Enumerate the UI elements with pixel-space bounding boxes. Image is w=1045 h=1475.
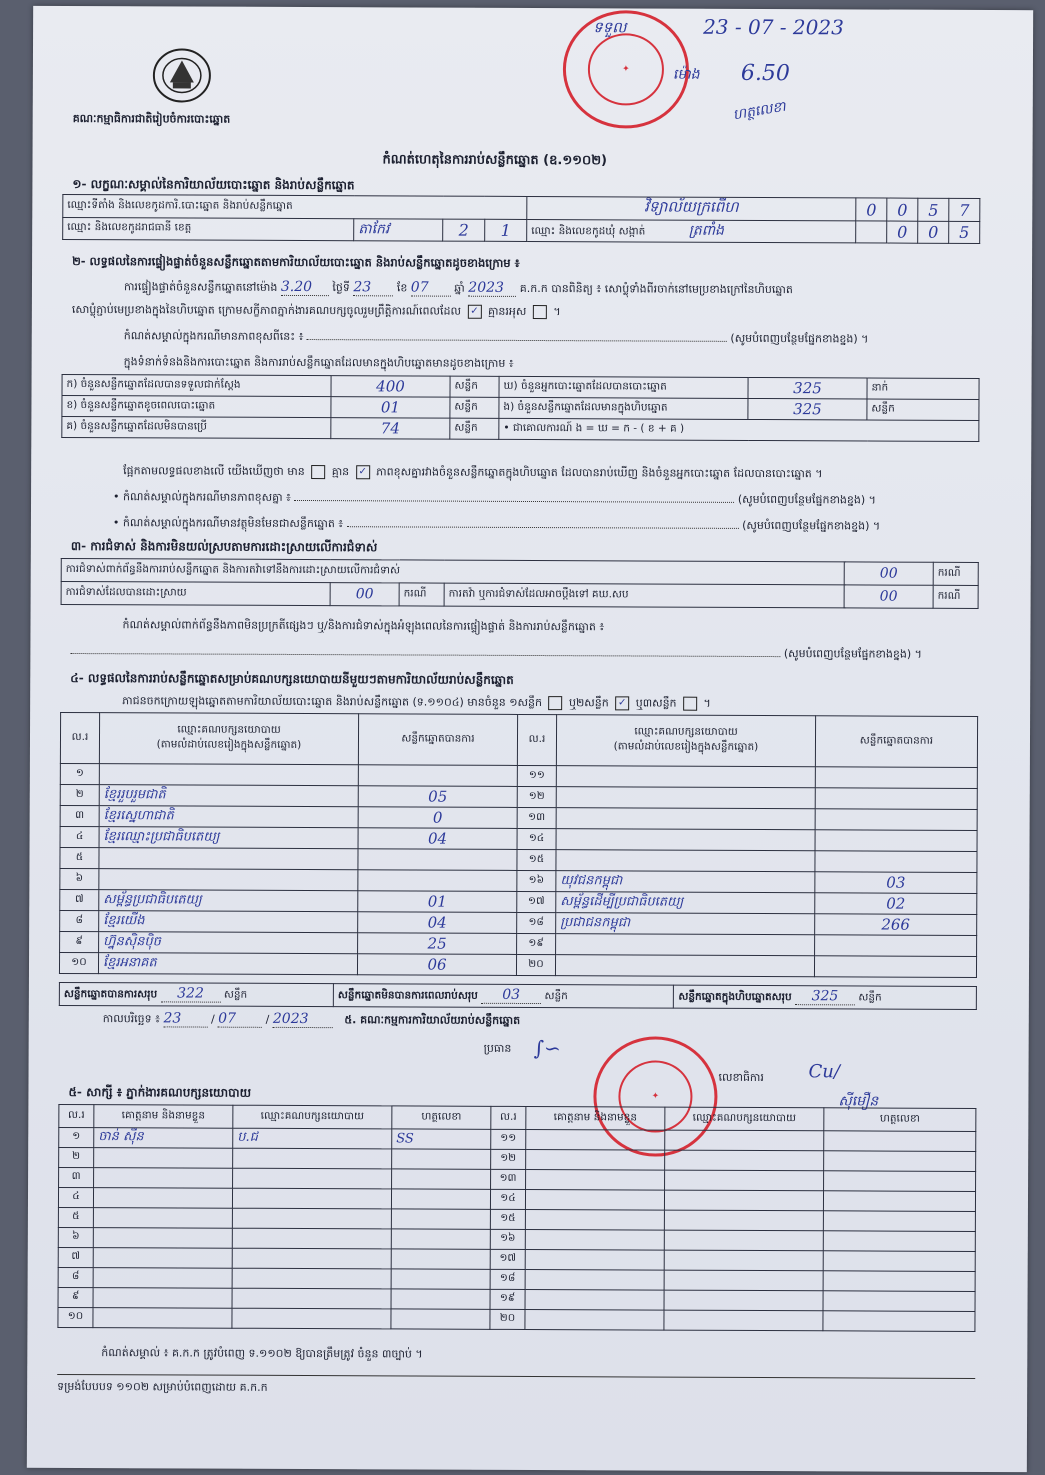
compare-rest: ភាព​ខុសគ្នា​រវាង​ចំនួន​សន្លឹក​ឆ្នោត​ក្នុង​ហិប​ឆ្នោត ដែល​បាន​រាប់​ឃើញ និង​ចំនួន​អ្នក​បោះឆ្នោត ដែល​បាន​បោះឆ្នោត ។ (376, 465, 823, 481)
witness-row-name (93, 1188, 232, 1209)
witness-row-sign-right (824, 1151, 976, 1172)
ballot-count-report-sheet (27, 6, 1033, 1472)
bottom-divider (57, 1374, 975, 1379)
witness-row-party (232, 1268, 391, 1289)
objection-note: កំណត់​សម្គាល់​ពាក់ព័ន្ធ​នឹង​ភាព​មិន​ប្រក្រតី​ផ្សេងៗ ឬ/និង​ការ​ជំទាស់​ក្នុង​អំឡុង​ពេល​នៃ​ការ​ផ្ទៀងផ្ទាត់ និង​ការ​រាប់​សន្លឹក​ឆ្នោត ៖ (122, 618, 605, 634)
results-row-party (99, 848, 358, 870)
witness-row-sign-right (823, 1311, 975, 1332)
results-col-party (99, 713, 358, 765)
witness-row-sign (391, 1309, 490, 1329)
witness-row-party (232, 1188, 391, 1209)
results-row-party-right (556, 850, 815, 872)
results-row-no-right: ១៧ (517, 891, 556, 912)
verify-day: 23 (353, 279, 393, 296)
results-row-no: ៩ (60, 931, 99, 952)
commune-label: ឈ្មោះ និង​លេខ​កូដ​ឃុំ សង្កាត់ (531, 225, 646, 238)
witness-row-no: ៤ (58, 1187, 93, 1207)
secretary-name: ស៊ីមឿន (838, 1093, 879, 1110)
total-valid-cell (59, 982, 333, 1006)
station-code-1: 0 (856, 198, 887, 221)
witness-row-name-right (526, 1129, 665, 1150)
verification-line-1 (124, 278, 793, 299)
date-label: កាលបរិច្ឆេទ ៖ (102, 1012, 161, 1026)
objections-table (61, 558, 979, 609)
witness-row-sign (392, 1169, 491, 1189)
witness-row-no: ១ (59, 1127, 94, 1147)
results-row-no: ៣ (60, 805, 99, 826)
received-stamp: ✦ (563, 10, 690, 129)
bullet1-blank[interactable] (294, 500, 734, 503)
commune-cell (527, 219, 856, 242)
results-row-party-right: ប្រជាជន​កម្ពុជា (556, 913, 815, 935)
witness-row-sign: SS (392, 1129, 491, 1149)
witness-row-no: ៧ (58, 1247, 93, 1267)
results-row-votes-right (815, 809, 977, 831)
results-row-party-right (556, 808, 815, 830)
total-box-unit: សន្លឹក (858, 991, 882, 1004)
verify-year: 2023 (468, 280, 516, 297)
total-valid-value: 322 (161, 985, 221, 1002)
objection-note-blank[interactable] (70, 653, 780, 657)
chair-signature: ∫∽ (533, 1036, 561, 1061)
reconcile-left-value: 400 (331, 376, 450, 398)
results-row-party-right (556, 934, 815, 956)
witness-row-party-right (664, 1250, 823, 1271)
date-month: 07 (218, 1011, 262, 1028)
received-label: ទទួល (593, 18, 627, 37)
verify-month: 07 (411, 279, 451, 296)
compare-has-checkbox[interactable] (311, 465, 325, 479)
results-row-party-right (556, 829, 815, 851)
org-name: គណៈ​កម្មាធិការ​ជាតិ​រៀបចំ​ការ​បោះឆ្នោត (72, 111, 231, 126)
bullet1-label: • កំណត់​សម្គាល់​ក្នុង​ករណី​មាន​ភាព​ខុសគ្នា ៖ (113, 490, 291, 504)
witness-row-party-right (664, 1210, 823, 1231)
witness-row-name-right (526, 1149, 665, 1170)
station-id-table (62, 194, 980, 244)
results-row-votes-right (815, 851, 977, 873)
ballot-reconciliation-table (61, 374, 979, 442)
code-spacer (856, 221, 887, 243)
results-row-no: ៥ (60, 847, 99, 868)
witness-row-name (94, 1148, 233, 1169)
witness-row-party (232, 1248, 391, 1269)
witness-row-sign-right (824, 1131, 976, 1152)
sheets-1-checkbox[interactable] (548, 696, 562, 710)
results-row-votes: 05 (358, 786, 517, 808)
results-row-votes-right (815, 788, 977, 810)
witness-row-no-right: ១៩ (490, 1289, 525, 1309)
witness-row-no: ៨ (58, 1267, 93, 1287)
witness-col-party-right: ឈ្មោះ​គណបក្ស​នយោបាយ (665, 1107, 824, 1131)
province-code-2: 1 (485, 219, 527, 241)
witness-row-no-right: ១៧ (490, 1249, 525, 1269)
results-row-party-right (556, 787, 815, 809)
party-results-table (59, 712, 978, 978)
witness-row-name (93, 1248, 232, 1269)
section4-heading: ៤- លទ្ធផល​នៃ​ការ​រាប់​សន្លឹក​ឆ្នោត​សម្រាប់​គណបក្ស​នយោបាយ​នីមួយៗ​តាម​ការិយាល័យ​រាប់​សន្លឹក​ឆ្នោត (70, 670, 514, 687)
secretary-signature: Cu/ (808, 1061, 841, 1083)
witness-row-party-right (664, 1290, 823, 1311)
witness-col-no: ល.រ (59, 1104, 94, 1127)
committee-label: ៥. គណៈ​កម្មការ​ការិយាល័យ​រាប់​សន្លឹក​ឆ្នោត (344, 1013, 521, 1027)
reconcile-left-label: ក) ចំនួន​សន្លឹក​ឆ្នោត​ដែល​បាន​ទទួល​ជាក់ស្តែង (62, 374, 331, 396)
province-label: ឈ្មោះ និង​លេខ​កូដ​រាជធានី ខេត្ត (63, 217, 354, 240)
witness-row-no-right: ១៥ (490, 1209, 525, 1229)
sheets-2-checkbox[interactable]: ✓ (615, 696, 629, 710)
witness-row-no-right: ១២ (491, 1149, 526, 1169)
results-row-party: ខ្មែរ​ស្នេហា​ជាតិ (99, 806, 358, 828)
station-name-label: ឈ្មោះ​ទីតាំង និង​លេខ​កូដ​ការិ.បោះឆ្នោត និង​រាប់​សន្លឹក​ឆ្នោត (63, 194, 527, 219)
witness-row-party-right (665, 1150, 824, 1171)
commune-code-2: 0 (918, 221, 949, 243)
witness-row-sign-right (823, 1251, 975, 1272)
witness-row-sign-right (823, 1231, 975, 1252)
witness-col-name: គោត្តនាម និង​នាម​ខ្លួន (94, 1105, 233, 1129)
total-box-cell (674, 985, 977, 1009)
results-row-no: ៦ (60, 868, 99, 889)
verify-year-label: ឆ្នាំ (454, 281, 465, 295)
results-row-votes-right: 03 (815, 872, 977, 894)
note-line (124, 329, 869, 348)
received-time-label: ម៉ោង (672, 66, 700, 83)
form-footer: ទម្រង់​បែបបទ ១១០២ សម្រាប់​បំពេញ​ដោយ គ.ក.ក (57, 1379, 268, 1394)
verify-time: 3.20 (281, 279, 329, 296)
results-row-no-right: ១៤ (517, 828, 556, 849)
results-row-votes (358, 765, 517, 787)
results-row-no: ១០ (59, 952, 98, 973)
witness-row-no-right: ១៤ (490, 1189, 525, 1209)
results-row-no-right: ១១ (517, 765, 556, 786)
witness-row-name: ចាន់ ស៊ីន (94, 1128, 233, 1149)
objection-row2-unit: ករណី (399, 583, 444, 606)
verify-rest: គ.ក.ក បាន​ពិនិត្យ ៖ សោ​ប្លុំ​ទាំងពីរ​ចាក់​នៅ​មេប្រ​ខាងក្រៅ​នៃ​ហិប​ឆ្នោត (519, 281, 793, 297)
witness-row-name (93, 1228, 232, 1249)
witness-row-no: ១០ (58, 1307, 93, 1327)
witness-row-sign-right (823, 1271, 975, 1292)
results-row-no-right: ១៨ (517, 912, 556, 933)
section4-intro-line: ភាជន​ចក​ក្រោយ​ឡុង​ឆ្នោត​តាម​ការិយាល័យ​បោះឆ្នោត និង​រាប់​សន្លឹក​ឆ្នោត (ទ.១១០៤) មាន​ចំនួន ១​សន្លឹក ឬ​២​សន្លឹក ✓ ឬ​៣​សន្លឹក ។ (122, 694, 711, 710)
results-row-party: ខ្មែរ​យើង (99, 911, 358, 933)
witness-row-party-right (664, 1270, 823, 1291)
results-row-party-right (555, 955, 814, 977)
sheets-3-label: ឬ​៣​សន្លឹក (635, 696, 677, 710)
reconcile-right-unit: នាក់ (867, 378, 979, 399)
total-invalid-cell (333, 984, 674, 1008)
witness-row-party-right (664, 1310, 823, 1331)
results-row-no-right: ១៥ (517, 849, 556, 870)
sheets-3-checkbox[interactable] (683, 697, 697, 711)
results-row-party-right (556, 766, 815, 788)
witness-row-no-right: ១១ (491, 1129, 526, 1149)
results-row-votes-right (815, 767, 977, 789)
witness-row-name (94, 1168, 233, 1189)
results-col-party-right-title: ឈ្មោះ​គណបក្ស​នយោបាយ (634, 725, 738, 738)
chair-label: ប្រធាន (483, 1041, 512, 1055)
results-col-party-right (556, 715, 815, 767)
witness-row-sign (391, 1209, 490, 1229)
results-col-votes: សន្លឹក​ឆ្នោត​បាន​ការ (358, 714, 517, 766)
results-col-no: ល.រ (60, 712, 99, 763)
date-line: កាលបរិច្ឆេទ ៖ 23 / 07 / 2023 ៥. គណៈ​កម្មការ​ការិយាល័យ​រាប់​សន្លឹក​ឆ្នោត (102, 1010, 521, 1028)
witness-col-name-right: គោត្តនាម និង​នាម​ខ្លួន (526, 1106, 665, 1130)
results-col-party-sub: (តាម​លំដាប់​លេខ​រៀង​ក្នុង​សន្លឹក​ឆ្នោត) (156, 738, 302, 752)
results-row-no-right: ១២ (517, 786, 556, 807)
results-row (59, 952, 976, 977)
reconcile-right-value: 325 (748, 398, 867, 420)
witness-col-sign-right: ហត្ថលេខា (824, 1108, 976, 1132)
results-row-votes-right (815, 935, 977, 957)
witness-row-party-right (664, 1190, 823, 1211)
witness-row-sign (392, 1149, 491, 1169)
witness-row-sign (391, 1229, 490, 1249)
seal-text: សោ​ប្លុំ​ភ្ជាប់​មេប្រ​ខាងក្នុង​នៃ​ហិប​ឆ្នោត ក្រោម​សក្ខីភាព​ភ្នាក់ងារ​គណបក្ស​ចូលរួម​ព្រឹត្ដិការណ៍​ពេល​ដែល (71, 302, 461, 318)
objection-row2b-unit: ករណី (933, 585, 978, 608)
verify-month-label: ខែ (396, 281, 408, 295)
witness-row-name-right (525, 1209, 664, 1230)
total-invalid-unit: សន្លឹក (544, 990, 568, 1003)
reconcile-right-label: ឃ) ចំនួន​អ្នក​បោះឆ្នោត​ដែល​បាន​បោះឆ្នោត (499, 376, 748, 398)
witness-row-sign (391, 1189, 490, 1209)
witness-col-no-right: ល.រ (491, 1106, 526, 1129)
results-row-party: សម្ព័ន្ធ​ប្រជាធិបតេយ្យ (99, 890, 358, 912)
witness-row-no: ៣ (59, 1167, 94, 1187)
reconcile-left-unit: សន្លឹក (450, 397, 499, 418)
witness-row-party (232, 1308, 391, 1329)
verification-line-2: សោ​ប្លុំ​ភ្ជាប់​មេប្រ​ខាងក្នុង​នៃ​ហិប​ឆ្នោត ក្រោម​សក្ខីភាព​ភ្នាក់ងារ​គណបក្ស​ចូលរួម​ព្រឹត្ដិការណ៍​ពេល​ដែល ✓ គ្មាន​រអុស ។ (71, 302, 561, 319)
note-hint: (សូម​បំពេញ​បន្ថែម​ផ្នែក​ខាងខ្នង) ។ (730, 331, 869, 346)
witness-row-party-right (665, 1130, 824, 1151)
total-box-value: 325 (795, 988, 855, 1005)
witness-row-party: ប.ជ (233, 1128, 392, 1149)
total-valid-unit: សន្លឹក (223, 988, 248, 1001)
witness-row-no: ៦ (58, 1227, 93, 1247)
bullet2-label: • កំណត់​សម្គាល់​ក្នុង​ករណី​មាន​វត្ថុ​មិន​មែន​ជា​សន្លឹក​ឆ្នោត ៖ (112, 516, 344, 531)
commune-code-1: 0 (887, 221, 918, 243)
commune-code-3: 5 (949, 221, 980, 243)
bullet-line-1 (113, 490, 876, 509)
results-row-votes: 01 (358, 891, 517, 913)
section4-intro: ភាជន​ចក​ក្រោយ​ឡុង​ឆ្នោត​តាម​ការិយាល័យ​បោះឆ្នោត និង​រាប់​សន្លឹក​ឆ្នោត (ទ.១១០៤) មាន​ចំនួន ១​សន្លឹក (122, 694, 543, 710)
results-row-votes: 25 (358, 933, 517, 955)
results-row-party: ហ្វ៊ុនស៊ិនប៉ិច (99, 932, 358, 954)
results-row-votes: 0 (358, 807, 517, 829)
verify-day-label: ថ្ងៃទី (332, 281, 350, 295)
emblem-icon (151, 46, 213, 104)
reconcile-right-label: ង) ចំនួន​សន្លឹក​ឆ្នោត​ដែល​មាន​ក្នុង​ហិប​ឆ្នោត (499, 397, 748, 419)
section1-heading: ១- លក្ខណៈ​សម្គាល់​នៃ​ការិយាល័យ​បោះឆ្នោត និង​រាប់​សន្លឹក​ឆ្នោត (72, 176, 355, 193)
witness-row-party-right (664, 1230, 823, 1251)
witness-row-party (232, 1288, 391, 1309)
results-row-no-right: ១៣ (517, 807, 556, 828)
results-row-no: ៨ (60, 910, 99, 931)
witness-row-name-right (525, 1249, 664, 1270)
results-row-party: ខ្មែរ​ឈ្មោះ​ប្រជាធិបតេយ្យ (99, 827, 358, 849)
section3-heading: ៣- ការ​ជំទាស់ និង​ការ​មិន​យល់​ស្រប​តាម​ការ​ដោះស្រាយ​លើ​ការ​ជំទាស់ (70, 538, 378, 555)
objection-row1-value: 00 (844, 562, 933, 585)
witness-row-no: ៩ (58, 1287, 93, 1307)
seal-ok-checkbox[interactable]: ✓ (467, 305, 481, 319)
received-time: 6.50 (740, 60, 790, 87)
witness-footnote: កំណត់​សម្គាល់ ៖ គ.ក.ក ត្រូវ​បំពេញ ទ.១១០២ ឱ្យ​បាន​ត្រឹមត្រូវ ចំនួន ៣​ច្បាប់ ។ (101, 1346, 423, 1361)
results-row-votes: 04 (358, 912, 517, 934)
witness-row-no-right: ២០ (490, 1309, 525, 1329)
results-row-no: ១ (60, 763, 99, 784)
station-code-3: 5 (918, 198, 949, 221)
objection-row2b-label: ការ​តវ៉ា ឬ​ការ​ជំទាស់​ដែល​អាច​ប្តឹង​ទៅ គឃ.សប (444, 583, 844, 608)
witness-row (58, 1307, 975, 1331)
witness-row-sign (391, 1289, 490, 1309)
witness-row-no-right: ១៣ (491, 1169, 526, 1189)
objection-row1-unit: ករណី (933, 562, 978, 585)
results-row-votes-right (815, 830, 977, 852)
results-row-party: ខ្មែរ​អនាគត (98, 953, 357, 975)
results-row-party: ខ្មែរ​រួបរួម​ជាតិ (99, 785, 358, 807)
station-name-value: វិទ្យាល័យ​ក្រពើហ (527, 196, 856, 220)
results-row-no: ៧ (60, 889, 99, 910)
reconcile-right-value: 325 (748, 377, 867, 399)
received-signature: ហត្ថលេខា (731, 98, 787, 124)
compare-none-checkbox[interactable]: ✓ (356, 465, 370, 479)
witness-row-no: ៥ (58, 1207, 93, 1227)
totals-table (59, 982, 977, 1010)
results-col-party-title: ឈ្មោះ​គណបក្ស​នយោបាយ (177, 723, 281, 736)
witness-row-party (233, 1168, 392, 1189)
witness-col-sign: ហត្ថលេខា (392, 1106, 491, 1129)
bullet2-hint: (សូម​បំពេញ​បន្ថែម​ផ្នែក​ខាងខ្នង) ។ (742, 518, 881, 533)
compare-text: ផ្អែក​តាម​លទ្ធផល​ខាងលើ យើង​ឃើញ​ថា មាន (123, 464, 305, 479)
date-day: 23 (163, 1010, 207, 1027)
bullet-line-2 (113, 516, 880, 535)
results-row-no: ២ (60, 784, 99, 805)
station-code-4: 7 (949, 198, 980, 221)
received-date: 23 - 07 - 2023 (703, 14, 844, 40)
witness-row-sign-right (823, 1211, 975, 1232)
total-box-label: សន្លឹក​ឆ្នោត​ក្នុង​ហិប​ឆ្នោត​សរុប (678, 990, 792, 1004)
total-invalid-value: 03 (481, 987, 541, 1004)
witness-row-sign-right (823, 1291, 975, 1312)
reconcile-left-value: 01 (331, 397, 450, 419)
results-row-no: ៤ (60, 826, 99, 847)
results-row-party (99, 869, 358, 891)
section5-heading: ៥- សាក្សី ៖ ភ្នាក់ងារ​គណបក្ស​នយោបាយ (68, 1084, 252, 1100)
witness-row-name (93, 1288, 232, 1309)
witness-row-no-right: ១៨ (490, 1269, 525, 1289)
section2-heading: ២- លទ្ធផល​នៃ​ការ​ផ្ទៀងផ្ទាត់​ចំនួន​សន្លឹក​ឆ្នោត​តាម​ការិយាល័យ​បោះឆ្នោត និង​រាប់​សន្លឹក​ឆ្នោត​ដូច​ខាងក្រោម ៖ (72, 253, 520, 270)
committee-stamp: ✦ (593, 1036, 718, 1157)
objection-row2-value: 00 (330, 583, 399, 606)
witness-row-sign (391, 1269, 490, 1289)
witness-row-name-right (525, 1269, 664, 1290)
total-invalid-label: សន្លឹក​ឆ្នោត​មិន​បាន​ការ​ពេល​រាប់​សរុប (337, 989, 478, 1002)
note-label: កំណត់​សម្គាល់​ក្នុង​ករណី​មាន​ភាព​ខុស​ពី​នេះ ៖ (123, 329, 304, 344)
results-row-no-right: ១៦ (517, 870, 556, 891)
objection-hint: (សូម​បំពេញ​បន្ថែម​ផ្នែក​ខាងខ្នង) ។ (783, 647, 922, 661)
reconcile-left-unit: សន្លឹក (450, 376, 499, 397)
witness-row-name-right (525, 1289, 664, 1310)
objection-row2b-value: 00 (844, 585, 933, 608)
results-row-votes: 06 (357, 954, 516, 976)
seal-ok-label: គ្មាន​រអុស (487, 304, 527, 318)
reconcile-left-label: គ) ចំនួន​សន្លឹក​ឆ្នោត​ដែល​មិន​បាន​ប្រើ (62, 416, 331, 438)
witness-row-sign-right (823, 1191, 975, 1212)
results-row-votes-right (814, 956, 976, 978)
results-row-votes (358, 849, 517, 871)
witness-row-no-right: ១៦ (490, 1229, 525, 1249)
bullet2-blank[interactable] (347, 526, 739, 529)
objection-row2-label: ការ​ជំទាស់​ដែល​បាន​ដោះស្រាយ (61, 581, 330, 605)
results-row-votes: 04 (358, 828, 517, 850)
results-col-party-right-sub: (តាម​លំដាប់​លេខ​រៀង​ក្នុង​សន្លឹក​ឆ្នោត) (613, 740, 759, 753)
witness-col-party: ឈ្មោះ​គណបក្ស​នយោបាយ (233, 1105, 392, 1129)
seal-broken-checkbox[interactable] (533, 305, 547, 319)
witness-row-sign-right (824, 1171, 976, 1192)
witness-row-name-right (525, 1189, 664, 1210)
witness-row-party (232, 1208, 391, 1229)
witness-row-name (93, 1268, 232, 1289)
note-blank[interactable] (307, 339, 727, 342)
date-year: 2023 (273, 1011, 333, 1028)
results-row-votes-right: 266 (815, 914, 977, 936)
province-value: តាកែវ (354, 219, 443, 241)
results-row-votes (358, 870, 517, 892)
results-row-party-right: សម្ព័ន្ធ​ដើម្បី​ប្រជាធិបតេយ្យ (556, 892, 815, 914)
objection-row1-label: ការ​ជំទាស់​ពាក់ព័ន្ធ​នឹង​ការ​រាប់​សន្លឹក​ឆ្នោត និង​ការ​តវ៉ា​ទៅ​នឹង​ការ​ដោះស្រាយ​លើ​ការ​ជំទាស់ (61, 558, 844, 584)
section2-intro: ក្នុង​ទំនាក់ទំនង​និង​ការ​បោះឆ្នោត និង​ការ​រាប់​សន្លឹក​ឆ្នោត​ដែល​មាន​ក្នុង​ហិប​ឆ្នោត​មាន​ដូច​ខាងក្រោម ៖ (123, 355, 514, 370)
compare-line (123, 464, 822, 483)
witness-table (57, 1104, 976, 1332)
reconcile-formula: • ជា​គោលការណ៍ ង = ឃ = ក - ( ខ + គ ) (499, 418, 979, 441)
results-row-no-right: ២០ (516, 954, 555, 975)
results-row-party (99, 764, 358, 786)
objection-note-blank-line (70, 644, 922, 664)
witness-row-name-right (525, 1309, 664, 1330)
secretary-label: លេខាធិការ (718, 1070, 764, 1085)
results-row-no-right: ១៩ (517, 933, 556, 954)
bullet1-hint: (សូម​បំពេញ​បន្ថែម​ផ្នែក​ខាងខ្នង) ។ (737, 492, 876, 507)
witness-row-name (93, 1208, 232, 1229)
results-row-votes-right: 02 (815, 893, 977, 915)
total-valid-label: សន្លឹក​ឆ្នោត​បាន​ការ​សរុប (63, 987, 158, 1001)
results-col-votes-right: សន្លឹក​ឆ្នោត​បាន​ការ (815, 716, 977, 768)
results-col-no-right: ល.រ (517, 714, 556, 765)
witness-row-name-right (526, 1169, 665, 1190)
verify-time-label: ការ​ផ្ទៀងផ្ទាត់​ចំនួន​សន្លឹក​ឆ្នោត​នៅ​ម៉ោង (123, 280, 278, 294)
witness-row-party (233, 1148, 392, 1169)
witness-row-sign (391, 1249, 490, 1269)
reconcile-left-value: 74 (331, 418, 450, 440)
province-code-1: 2 (443, 219, 485, 241)
witness-row-name (93, 1308, 232, 1329)
compare-none-label: គ្មាន (331, 465, 350, 479)
reconcile-right-unit: សន្លឹក (867, 399, 979, 420)
station-code-2: 0 (887, 198, 918, 221)
sheets-2-label: ឬ​២​សន្លឹក (568, 696, 609, 710)
witness-row-party (232, 1228, 391, 1249)
witness-row-name-right (525, 1229, 664, 1250)
witness-row-party-right (665, 1170, 824, 1191)
reconcile-left-label: ខ) ចំនួន​សន្លឹក​ឆ្នោត​ខូច​ពេល​បោះឆ្នោត (62, 395, 331, 417)
witness-row-no: ២ (59, 1147, 94, 1167)
reconcile-row (62, 416, 979, 441)
document-title: កំណត់ហេតុ​នៃ​ការ​រាប់​សន្លឹក​ឆ្នោត (ឧ.១១០២) (382, 152, 608, 169)
reconcile-left-unit: សន្លឹក (450, 418, 499, 439)
commune-value: ត្រពាំង (688, 222, 724, 239)
results-row-party-right: យុវជន​កម្ពុជា (556, 871, 815, 893)
